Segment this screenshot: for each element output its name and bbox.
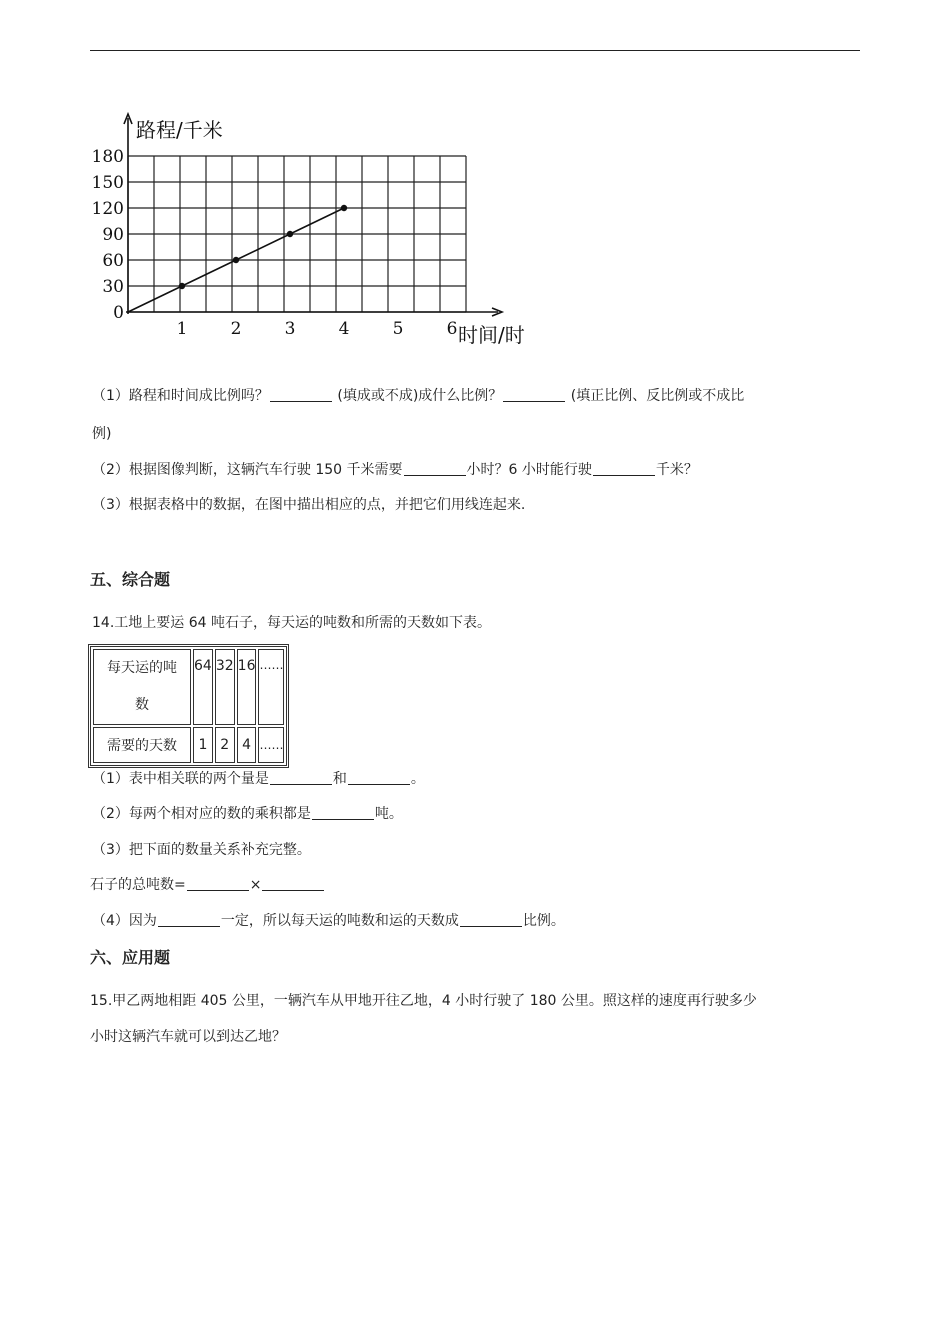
y-tick-label: 180: [91, 147, 124, 167]
q13-part1-text-b: (填成或不成)成什么比例？: [332, 388, 503, 404]
q13-part1-line2: 例): [92, 426, 112, 442]
answer-blank[interactable]: [158, 912, 220, 927]
q14-table: [88, 644, 289, 768]
header-rule: [90, 50, 860, 51]
q13-part2: [92, 460, 698, 480]
answer-blank[interactable]: [593, 461, 655, 476]
q14-part3: （3）把下面的数量关系补充完整。: [92, 842, 311, 858]
q14-part4: （4）因为 一定，所以每天运的吨数和运的天数成 比例。: [92, 913, 565, 929]
answer-blank[interactable]: [187, 876, 249, 891]
chart-series: [128, 205, 347, 312]
table-cell: 64: [193, 649, 213, 725]
answer-blank[interactable]: [270, 387, 332, 402]
y-tick-label: 0: [113, 303, 124, 323]
table-cell: ……: [258, 649, 284, 725]
data-point: [179, 283, 185, 289]
table-header-cell: 需要的天数: [93, 727, 191, 763]
table-cell: 1: [193, 727, 213, 763]
section6-title: 六、应用题: [90, 948, 171, 967]
y-tick-label: 60: [102, 251, 124, 271]
answer-blank[interactable]: [348, 770, 410, 785]
x-tick-label: 2: [230, 319, 242, 339]
data-point: [341, 205, 347, 211]
q13-part1-line1: [92, 386, 744, 406]
x-tick-label: 5: [392, 319, 404, 339]
q13-part2-text-b: 小时？6 小时能行驶: [466, 462, 592, 478]
answer-blank[interactable]: [503, 387, 565, 402]
answer-blank[interactable]: [404, 461, 466, 476]
x-tick-label: 3: [284, 319, 296, 339]
table-header-cell: 每天运的吨 数: [93, 649, 191, 725]
table-row: [93, 727, 284, 763]
answer-blank[interactable]: [460, 912, 522, 927]
table-row: [93, 649, 284, 725]
y-tick-label: 90: [102, 225, 124, 245]
table-cell: 2: [215, 727, 235, 763]
q14-part2: （2）每两个相对应的数的乘积都是 吨。: [92, 806, 403, 822]
x-tick-label: 1: [176, 319, 188, 339]
q15-line1: 15.甲乙两地相距 405 公里，一辆汽车从甲地开往乙地，4 小时行驶了 180 公里。照这样的速度再行驶多少: [90, 993, 757, 1009]
table-cell: ……: [258, 727, 284, 763]
q15-line2: 小时这辆汽车就可以到达乙地？: [90, 1029, 286, 1045]
table-cell: 16: [237, 649, 257, 725]
q14-part1: （1）表中相关联的两个量是 和 。: [92, 771, 425, 787]
table-cell: 4: [237, 727, 257, 763]
q13-part1-text-c: (填正比例、反比例或不成比: [566, 388, 745, 404]
x-axis-label: 时间/时: [458, 323, 525, 347]
y-tick-label: 120: [91, 199, 124, 219]
chart-ticks: [92, 147, 458, 339]
q13-part3: （3）根据表格中的数据，在图中描出相应的点，并把它们用线连起来.: [92, 497, 526, 513]
distance-time-chart: [90, 110, 550, 360]
data-point: [233, 257, 239, 263]
y-tick-label: 30: [102, 277, 124, 297]
q13-part2-text-c: 千米？: [655, 462, 698, 478]
answer-blank[interactable]: [312, 805, 374, 820]
section5-title: 五、综合题: [90, 570, 171, 589]
q13-part2-text-a: （2）根据图像判断，这辆汽车行驶 150 千米需要: [92, 462, 403, 478]
q14-formula: 石子的总吨数= ×: [90, 875, 325, 895]
chart-grid: [128, 156, 466, 312]
q13-part1-text-a: （1）路程和时间成比例吗？: [92, 388, 269, 404]
answer-blank[interactable]: [262, 876, 324, 891]
q14-stem: 14.工地上要运 64 吨石子，每天运的吨数和所需的天数如下表。: [92, 615, 491, 631]
table-cell: 32: [215, 649, 235, 725]
answer-blank[interactable]: [270, 770, 332, 785]
y-axis-label: 路程/千米: [136, 118, 223, 142]
data-point: [287, 231, 293, 237]
x-tick-label: 4: [338, 319, 350, 339]
y-tick-label: 150: [91, 173, 124, 193]
x-tick-label: 6: [446, 319, 458, 339]
